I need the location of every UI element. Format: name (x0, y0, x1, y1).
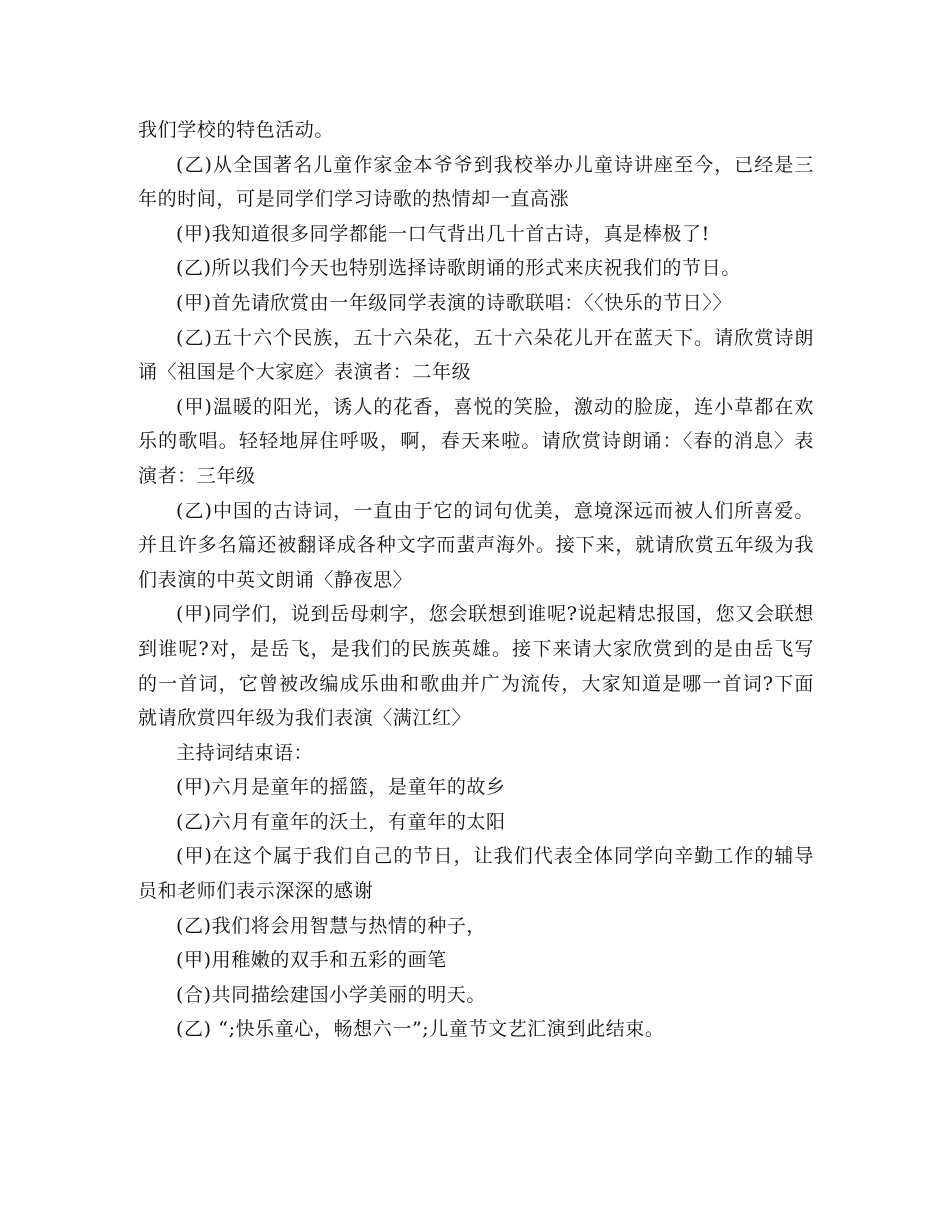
paragraph-5: (甲)首先请欣赏由一年级同学表演的诗歌联唱：〈〈快乐的节日〉〉 (176, 291, 732, 314)
closing-heading: 主持词结束语： (176, 741, 314, 764)
paragraph-12: (乙)六月有童年的沃土，有童年的太阳 (176, 810, 506, 833)
paragraph-15: (甲)用稚嫩的双手和五彩的画笔 (176, 949, 447, 972)
paragraph-6: (乙)五十六个民族，五十六朵花，五十六朵花儿开在蓝天下。请欣赏诗朗诵〈祖国是个大家庭〉表演者：二年级 (138, 326, 814, 384)
paragraph-9: (甲)同学们，说到岳母刺字，您会联想到谁呢?说起精忠报国，您又会联想到谁呢?对，是岳飞，是我们的民族英雄。接下来请大家欣赏到的是由岳飞写的一首词，它曾被改编成乐曲和歌曲并广为流传，大家知道是哪一首词?下面就请欣赏四年级为我们表演〈满江红〉 (138, 603, 814, 730)
document-body (138, 113, 814, 1047)
paragraph-4: (乙)所以我们今天也特别选择诗歌朗诵的形式来庆祝我们的节日。 (176, 257, 741, 280)
paragraph-8: (乙)中国的古诗词，一直由于它的词句优美，意境深远而被人们所喜爱。并且许多名篇还被翻译成各种文字而蜚声海外。接下来，就请欣赏五年级为我们表演的中英文朗诵〈静夜思〉 (138, 499, 814, 591)
paragraph-11: (甲)六月是童年的摇篮，是童年的故乡 (176, 776, 506, 799)
paragraph-13: (甲)在这个属于我们自己的节日，让我们代表全体同学向辛勤工作的辅导员和老师们表示深深的感谢 (138, 845, 814, 903)
paragraph-16: (合)共同描绘建国小学美丽的明天。 (176, 983, 487, 1006)
paragraph-17: (乙) “;快乐童心，畅想六一”;儿童节文艺汇演到此结束。 (176, 1018, 665, 1041)
paragraph-14: (乙)我们将会用智慧与热情的种子， (176, 914, 487, 937)
paragraph-7: (甲)温暖的阳光，诱人的花香，喜悦的笑脸，激动的脸庞，连小草都在欢乐的歌唱。轻轻地屏住呼吸，啊，春天来啦。请欣赏诗朗诵：〈春的消息〉表演者：三年级 (138, 395, 814, 487)
paragraph-1: 我们学校的特色活动。 (138, 119, 335, 141)
paragraph-3: (甲)我知道很多同学都能一口气背出几十首古诗，真是棒极了! (176, 222, 710, 245)
paragraph-2: (乙)从全国著名儿童作家金本爷爷到我校举办儿童诗讲座至今，已经是三年的时间，可是同学们学习诗歌的热情却一直高涨 (138, 153, 814, 211)
